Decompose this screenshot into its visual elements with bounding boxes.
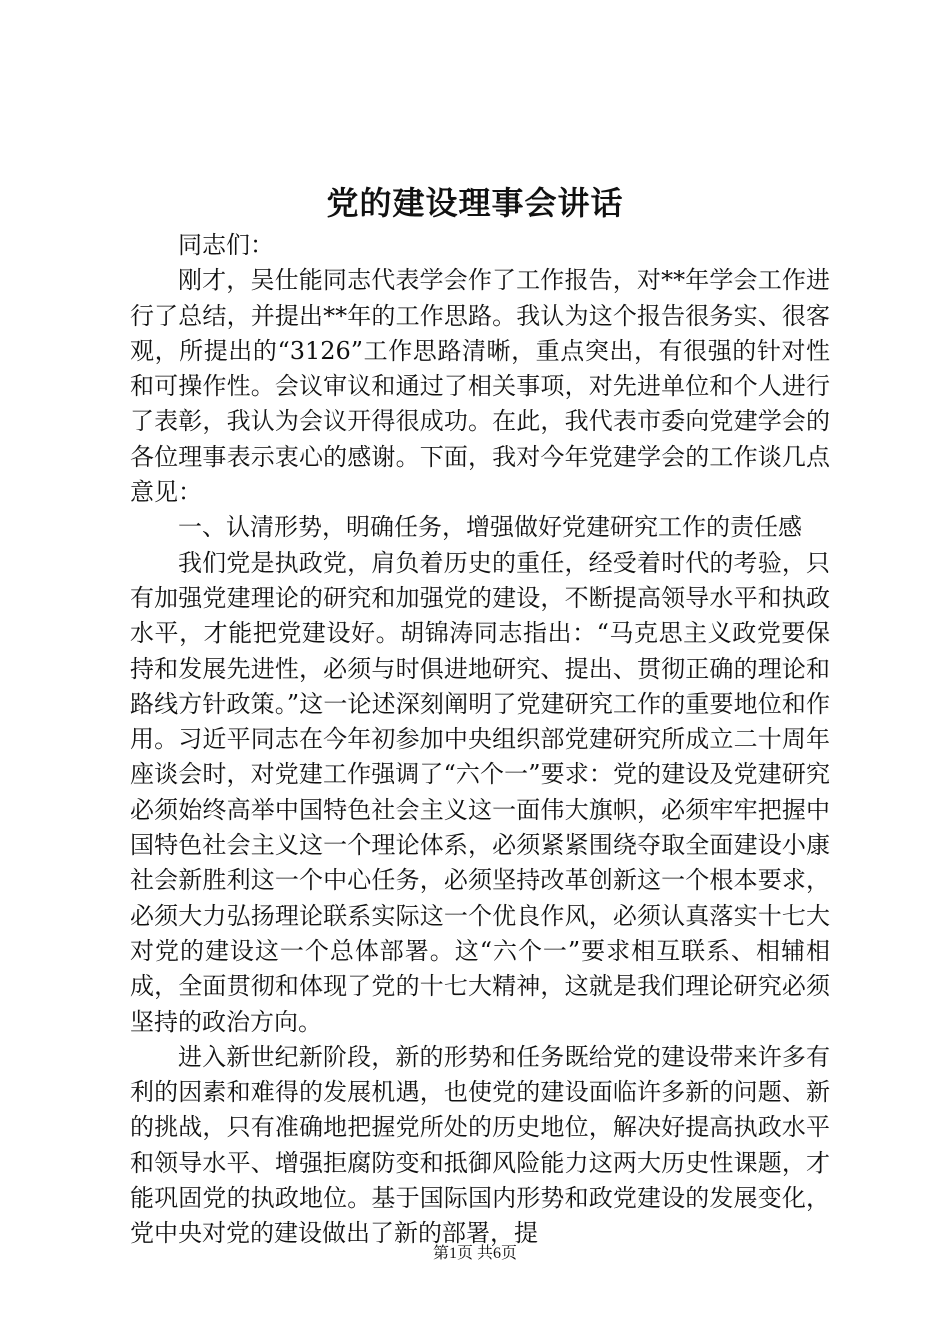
document-body — [130, 228, 830, 1252]
page-footer: 第1页 共6页 — [432, 1245, 517, 1262]
paragraph: 进入新世纪新阶段，新的形势和任务既给党的建设带来许多有利的因素和难得的发展机遇，也使党的建设面临许多新的问题、新的挑战，只有准确地把握党所处的历史地位，解决好提高执政水平和领导水平、增强拒腐防变和抵御风险能力这两大历史性课题，才能巩固党的执政地位。基于国际国内形势和政党建设的发展变化，党中央对党的建设做出了新的部署，提 — [130, 1042, 830, 1248]
paragraph: 刚才，吴仕能同志代表学会作了工作报告，对**年学会工作进行了总结，并提出**年的工作思路。我认为这个报告很务实、很客观，所提出的“3126”工作思路清晰，重点突出，有很强的针对性和可操作性。会议审议和通过了相关事项，对先进单位和个人进行了表彰，我认为会议开得很成功。在此，我代表市委向党建学会的各位理事表示衷心的感谢。下面，我对今年党建学会的工作谈几点意见： — [130, 266, 830, 507]
salutation: 同志们： — [178, 231, 274, 259]
section-heading: 一、认清形势，明确任务，增强做好党建研究工作的责任感 — [178, 513, 802, 542]
paragraph: 我们党是执政党，肩负着历史的重任，经受着时代的考验，只有加强党建理论的研究和加强党的建设，不断提高领导水平和执政水平，才能把党建设好。胡锦涛同志指出：“马克思主义政党要保持和发展先进性，必须与时俱进地研究、提出、贯彻正确的理论和路线方针政策。”这一论述深刻阐明了党建研究工作的重要地位和作用。习近平同志在今年初参加中央组织部党建研究所成立二十周年座谈会时，对党建工作强调了“六个一”要求：党的建设及党建研究必须始终高举中国特色社会主义这一面伟大旗帜，必须牢牢把握中国特色社会主义这一个理论体系，必须紧紧围绕夺取全面建设小康社会新胜利这一个中心任务，必须坚持改革创新这一个根本要求，必须大力弘扬理论联系实际这一个优良作风，必须认真落实十七大对党的建设这一个总体部署。这“六个一”要求相互联系、相辅相成，全面贯彻和体现了党的十七大精神，这就是我们理论研究必须坚持的政治方向。 — [130, 548, 830, 1036]
document-title: 党的建设理事会讲话 — [326, 184, 624, 222]
